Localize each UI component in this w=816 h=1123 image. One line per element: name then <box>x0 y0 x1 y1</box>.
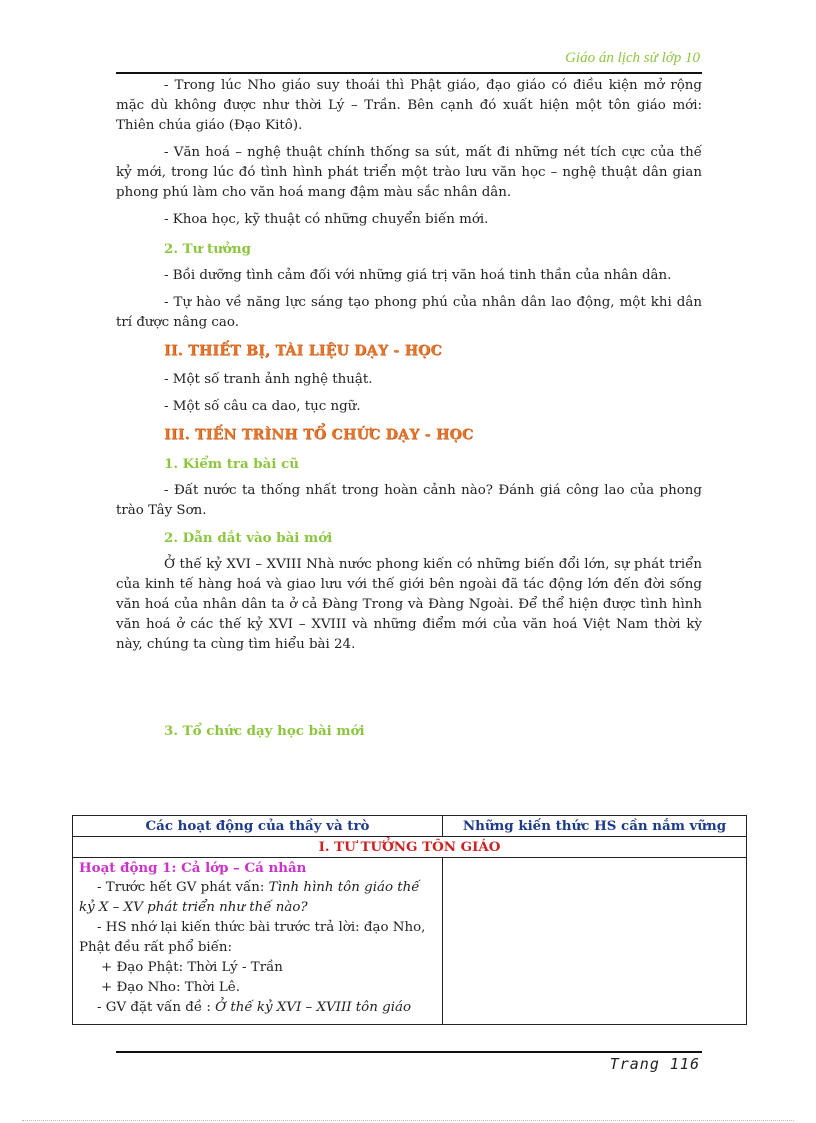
subheading-to-chuc: 3. Tổ chức dạy học bài mới <box>164 723 365 739</box>
subheading-dan-dat: 2. Dẫn dắt vào bài mới <box>164 530 333 546</box>
section-title-cell: I. TƯ TƯỞNG TÔN GIÁO <box>73 837 747 858</box>
paragraph: - Văn hoá – nghệ thuật chính thống sa sút, mất đi những nét tích cực của thế kỷ mới, trong lúc đó tình hình phát triển một trào lưu văn học – nghệ thuật dân gian phong phú làm cho văn hoá mang đậm màu sắc nhân dân. <box>116 145 702 200</box>
activity-title: Hoạt động 1: Cả lớp – Cá nhân <box>79 860 307 876</box>
table-section-row <box>73 837 747 858</box>
footer-rule <box>116 1051 702 1053</box>
knowledge-cell <box>443 858 747 1025</box>
table-text: - GV đặt vấn đề : Ở thế kỷ XVI – XVIII tôn giáo <box>97 1000 412 1015</box>
paragraph: Ở thế kỷ XVI – XVIII Nhà nước phong kiến có những biến đổi lớn, sự phát triển của kinh tế hàng hoá và giao lưu với thế giới bên ngoài đã tác động lớn đến đời sống văn hoá của nhân dân ta ở cả Đàng Trong và Đàng Ngoài. Để thể hiện được tình hình văn hoá ở các thế kỷ XVI – XVIII và những điểm mới của văn hoá Việt Nam thời kỳ này, chúng ta cùng tìm hiểu bài 24. <box>116 557 702 652</box>
paragraph: - Đất nước ta thống nhất trong hoàn cảnh nào? Đánh giá công lao của phong trào Tây Sơn. <box>116 483 702 518</box>
section-heading-thiet-bi: II. THIẾT BỊ, TÀI LIỆU DẠY - HỌC <box>164 343 442 359</box>
page-bottom-border <box>22 1120 794 1121</box>
paragraph: - Một số câu ca dao, tục ngữ. <box>164 399 361 414</box>
table-row <box>73 858 747 1025</box>
table-text: + Đạo Nho: Thời Lê. <box>101 980 240 995</box>
page-number: Trang 116 <box>609 1055 700 1073</box>
header-rule <box>116 72 702 74</box>
table-text: + Đạo Phật: Thời Lý - Trần <box>101 960 283 975</box>
paragraph: - Một số tranh ảnh nghệ thuật. <box>164 372 373 387</box>
section-heading-tien-trinh: III. TIẾN TRÌNH TỔ CHỨC DẠY - HỌC <box>164 427 474 443</box>
subheading-kiem-tra: 1. Kiểm tra bài cũ <box>164 456 299 472</box>
paragraph: - Khoa học, kỹ thuật có những chuyển biến mới. <box>164 212 489 227</box>
paragraph: - Trong lúc Nho giáo suy thoái thì Phật giáo, đạo giáo có điều kiện mở rộng mặc dù không được như thời Lý – Trần. Bên cạnh đó xuất hiện một tôn giáo mới: Thiên chúa giáo (Đạo Kitô). <box>116 78 702 133</box>
table-text: - Trước hết GV phát vấn: Tình hình tôn giáo thế kỷ X – XV phát triển như thế nào? <box>79 880 420 915</box>
subheading-tu-tuong: 2. Tư tưởng <box>164 241 251 257</box>
table-text: - HS nhớ lại kiến thức bài trước trả lời: đạo Nho, Phật đều rất phổ biến: <box>79 920 426 955</box>
column-header-activities: Các hoạt động của thầy và trò <box>73 816 443 837</box>
paragraph: - Bồi dưỡng tình cảm đối với những giá trị văn hoá tinh thần của nhân dân. <box>164 268 672 283</box>
column-header-knowledge: Những kiến thức HS cần nắm vững <box>443 816 747 837</box>
document-header-title: Giáo án lịch sử lớp 10 <box>565 50 700 66</box>
paragraph: - Tự hào về năng lực sáng tạo phong phú của nhân dân lao động, một khi dân trí được nâng cao. <box>116 295 702 330</box>
document-body <box>116 76 702 748</box>
activities-cell <box>73 858 443 1025</box>
table-header-row <box>73 816 747 837</box>
lesson-table <box>72 815 746 1025</box>
